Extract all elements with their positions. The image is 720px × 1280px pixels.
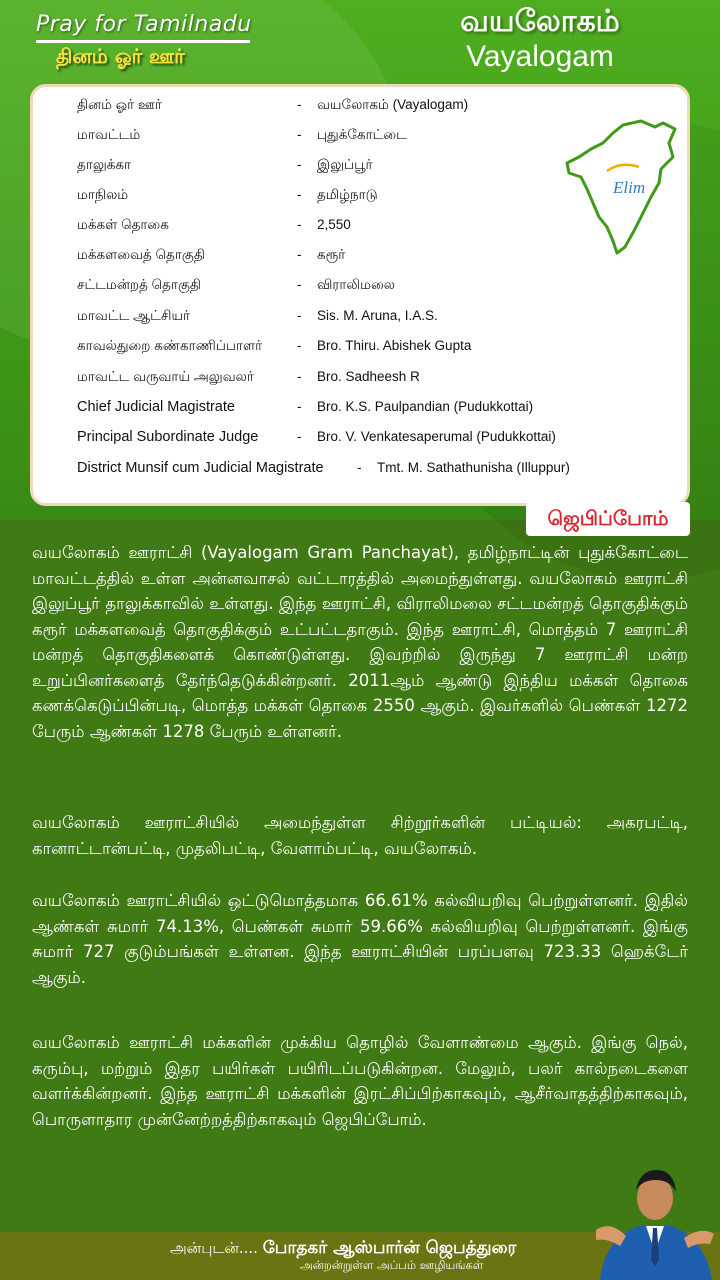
footer-signature	[170, 1238, 516, 1260]
info-dash: -	[297, 308, 302, 323]
info-key: Principal Subordinate Judge	[77, 429, 259, 445]
info-dash: -	[297, 217, 302, 232]
info-key: மாவட்ட ஆட்சியர்	[77, 308, 191, 323]
paragraph-hamlets: வயலோகம் ஊராட்சியில் அமைந்துள்ள சிற்றூர்களின் பட்டியல்: அகரபட்டி, கானாட்டான்பட்டி, முதலிபட்டி, வேளாம்பட்டி, வயலோகம்.	[32, 813, 688, 858]
info-key: சட்டமன்றத் தொகுதி	[77, 277, 201, 292]
paragraph-intro: வயலோகம் ஊராட்சி (Vayalogam Gram Panchayat), தமிழ்நாட்டின் புதுக்கோட்டை மாவட்டத்தில் உள்ள அன்னவாசல் வட்டாரத்தில் அமைந்துள்ளது. வயலோகம் ஊராட்சி இலுப்பூர் தாலுக்காவில் உள்ளது. இந்த ஊராட்சி, விராலிமலை சட்டமன்றத் தொகுதிக்கும் கரூர் மக்களவைத் தொகுதிக்கும் உட்பட்டதாகும். இந்த ஊராட்சி, மொத்தம் 7 ஊராட்சி மன்றத் தொகுதிகளைக் கொண்டுள்ளது. இவற்றில் இருந்து 7 ஊராட்சி மன்ற உறுப்பினர்களைத் தேர்ந்தெடுக்கின்றனர். 2011ஆம் ஆண்டு இந்திய மக்கள் தொகை கணக்கெடுப்பின்படி, மொத்த மக்கள் தொகை 2550 ஆகும். இவர்களில் பெண்கள் 1272 பேரும் ஆண்கள் 1278 பேரும் உள்ளனர்.	[32, 543, 688, 741]
tagline-underline	[36, 40, 250, 43]
village-name-tamil: வயலோகம்	[460, 4, 620, 39]
info-value: Bro. Thiru. Abishek Gupta	[317, 338, 472, 353]
paragraph-occupation: வயலோகம் ஊராட்சி மக்களின் முக்கிய தொழில் வேளாண்மை ஆகும். இங்கு நெல், கரும்பு, மற்றும் இதர பயிர்கள் பயிரிடப்படுகின்றன. மேலும், பலர் கால்நடைகளை வளர்க்கின்றனர். இந்த ஊராட்சி மக்களின் இரட்சிப்பிற்காகவும், ஆசீர்வாதத்திற்காகவும், பொருளாதார முன்னேற்றத்திற்காகவும் ஜெபிப்போம்.	[32, 1033, 688, 1129]
info-dash: -	[297, 338, 302, 353]
info-key: தினம் ஓர் ஊர்	[77, 97, 162, 112]
info-key: மாவட்ட வருவாய் அலுவலர்	[77, 369, 254, 384]
info-dash: -	[297, 247, 302, 262]
series-title: தினம் ஓர் ஊர்	[56, 44, 185, 68]
info-key: தாலுக்கா	[77, 157, 132, 172]
info-dash: -	[357, 460, 362, 475]
lets-pray-banner: ஜெபிப்போம்	[526, 502, 690, 536]
info-dash: -	[297, 187, 302, 202]
info-value: 2,550	[317, 217, 351, 232]
info-dash: -	[297, 97, 302, 112]
pastor-photo	[590, 1156, 720, 1280]
info-value: Bro. K.S. Paulpandian (Pudukkottai)	[317, 399, 534, 414]
info-value: தமிழ்நாடு	[317, 187, 378, 202]
info-dash: -	[297, 127, 302, 142]
footer-ministry: அன்றன்றுள்ள அப்பம் ஊழியங்கள்	[300, 1258, 484, 1272]
info-value: இலுப்பூர்	[317, 157, 373, 172]
info-key: காவல்துறை கண்காணிப்பாளர்	[77, 338, 263, 353]
info-dash: -	[297, 399, 302, 414]
info-value: கரூர்	[317, 247, 346, 262]
village-name-english: Vayalogam	[466, 40, 614, 73]
info-dash: -	[297, 157, 302, 172]
tamilnadu-map-icon	[563, 117, 691, 257]
paragraph-literacy: வயலோகம் ஊராட்சியில் ஒட்டுமொத்தமாக 66.61% கல்வியறிவு பெற்றுள்ளனர். இதில் ஆண்கள் சுமார் 74.13%, பெண்கள் சுமார் 59.66% கல்வியறிவு பெற்றுள்ளனர். இங்கு சுமார் 727 குடும்பங்கள் உள்ளன. இந்த ஊராட்சியின் பரப்பளவு 723.33 ஹெக்டேர் ஆகும்.	[32, 891, 688, 987]
info-value: புதுக்கோட்டை	[317, 127, 407, 142]
info-value: Tmt. M. Sathathunisha (Illuppur)	[377, 460, 570, 475]
info-key: மக்களவைத் தொகுதி	[77, 247, 205, 262]
info-key: மாநிலம்	[77, 187, 129, 202]
info-key: Chief Judicial Magistrate	[77, 399, 235, 415]
info-key: மக்கள் தொகை	[77, 217, 169, 232]
info-key: District Munsif cum Judicial Magistrate	[77, 460, 324, 476]
info-key: மாவட்டம்	[77, 127, 141, 142]
tagline: Pray for Tamilnadu	[36, 12, 252, 37]
info-card	[30, 84, 690, 506]
info-value: விராலிமலை	[317, 277, 395, 292]
info-dash: -	[297, 429, 302, 444]
info-value: Bro. V. Venkatesaperumal (Pudukkottai)	[317, 429, 556, 444]
map-logo: Elim	[613, 178, 646, 197]
footer-with-love: அன்புடன்....	[170, 1239, 258, 1257]
info-dash: -	[297, 277, 302, 292]
info-dash: -	[297, 369, 302, 384]
footer-pastor-name: போதகர் ஆஸ்பார்ன் ஜெபத்துரை	[262, 1238, 517, 1258]
info-value: Bro. Sadheesh R	[317, 369, 420, 384]
info-value: வயலோகம் (Vayalogam)	[317, 97, 469, 112]
info-value: Sis. M. Aruna, I.A.S.	[317, 308, 438, 323]
